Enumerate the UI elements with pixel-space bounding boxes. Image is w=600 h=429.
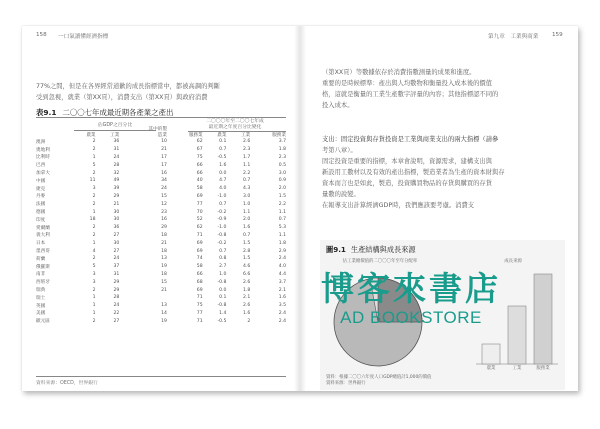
table-cell: 37 — [113, 264, 120, 270]
table-cell: 1.7 — [242, 154, 251, 160]
text-line: 重要的是時候標準：產出與人均數物和衡量投入成本後的價值 — [322, 80, 493, 87]
text-line: 量數的說變。 — [322, 191, 360, 198]
table-cell: 15 — [161, 193, 167, 199]
table-bottom-rule — [36, 376, 286, 377]
table-cell: 1.1 — [278, 232, 286, 238]
table-cell: 2 — [92, 147, 96, 153]
watermark-chinese: 博客來書店 — [321, 269, 501, 308]
table-cell: 4.6 — [242, 264, 251, 270]
table-cell: 3.5 — [278, 303, 286, 309]
table-cell: -1.0 — [217, 225, 227, 231]
table-group-header-left: 佔GDP之百分比 — [97, 123, 133, 128]
table-group-header-right: 二〇〇〇年至二〇〇七年成 最近期之年度百分比變化 — [206, 119, 264, 130]
table-row — [36, 200, 286, 208]
table-cell: 1 — [92, 303, 96, 309]
table-row — [36, 317, 286, 325]
table-cell: 18 — [161, 248, 167, 254]
table-row — [36, 216, 286, 224]
table-cell: 1.6 — [242, 310, 251, 316]
table-row-label: 美國 — [36, 311, 46, 317]
table-row — [36, 294, 286, 302]
figure-caption — [326, 245, 416, 255]
table-cell: 29 — [161, 225, 167, 231]
right-page-number: 159 — [552, 32, 563, 38]
table-cell: 2 — [92, 225, 96, 231]
table-cell: 2.4 — [278, 310, 286, 316]
text-line: 投入成本。 — [322, 102, 354, 109]
table-cell: 71 — [196, 232, 203, 238]
table-cell: 4.0 — [219, 186, 227, 192]
table-row — [36, 138, 286, 146]
table-cell: 34 — [161, 178, 167, 184]
table-cell: 1.5 — [278, 193, 286, 199]
table-cell: 30 — [113, 209, 120, 215]
table-row — [36, 193, 286, 201]
table-cell: 5 — [92, 162, 96, 168]
table-cell: 0.9 — [278, 178, 286, 184]
table-cell: 1.5 — [242, 240, 251, 246]
table-column-header: 服務業 — [272, 133, 286, 138]
table-cell: 27 — [113, 318, 120, 324]
table-cell: 1.1 — [242, 209, 251, 215]
table-row-label: 歐元區 — [36, 319, 50, 325]
table-cell: 1.4 — [219, 310, 227, 316]
bar-agriculture — [482, 344, 500, 364]
watermark-english: AD BOOKSTORE — [340, 308, 482, 327]
table-cell: 29 — [113, 279, 120, 285]
table-cell: 75 — [196, 154, 203, 160]
table-cell: 3.0 — [278, 170, 286, 176]
table-row — [36, 169, 286, 177]
table-cell: -0.2 — [217, 240, 227, 246]
table-cell: 11 — [89, 178, 96, 184]
right-page — [300, 26, 578, 391]
table-cell: 0.0 — [219, 287, 227, 293]
bar-label-agriculture: 農業 — [486, 366, 496, 371]
table-cell: 2.2 — [242, 170, 251, 176]
table-cell: 74 — [196, 256, 203, 262]
table-cell: 5.3 — [278, 225, 286, 231]
table-cell: 18 — [161, 232, 167, 238]
table-title: 二〇〇七年成最近期各產業之產出 — [62, 108, 174, 117]
table-cell: 1 — [92, 240, 96, 246]
table-cell: 10 — [161, 139, 167, 145]
table-cell: 66 — [196, 162, 203, 168]
right-paragraph-1 — [322, 67, 562, 111]
table-cell: 13 — [161, 256, 167, 262]
table-cell: 62 — [196, 139, 203, 145]
table-cell: 2 — [92, 318, 96, 324]
table-cell: 2.4 — [278, 256, 286, 262]
table-cell: 18 — [89, 217, 96, 223]
table-cell: 0.7 — [278, 217, 286, 223]
table-cell — [119, 294, 167, 302]
figure-left-caption: 佔工業總價值的二〇〇〇年至年分配率 — [342, 259, 418, 264]
table-cell: 0.7 — [219, 201, 227, 207]
figure-note: 資料：根據二〇〇六年度人口GDP總值計1,000的價值 — [326, 375, 432, 380]
right-paragraph-2 — [322, 134, 562, 211]
table-cell: 67 — [196, 147, 203, 153]
table-cell: 3.0 — [242, 193, 251, 199]
table-cell: 0.7 — [242, 178, 251, 184]
table-row — [36, 185, 286, 193]
text-line: （第XX頁）等數據依存於消費指數測量的成果和進度。 — [322, 69, 476, 76]
table-cell: 19 — [161, 318, 167, 324]
table-cell: 1 — [92, 154, 96, 160]
table-row — [36, 208, 286, 216]
table-cell: 58 — [196, 264, 203, 270]
table-cell: 0.8 — [219, 256, 227, 262]
table-cell: 68 — [196, 279, 203, 285]
table-cell: 58 — [196, 186, 203, 192]
table-row — [36, 286, 286, 294]
table-cell: 62 — [196, 225, 203, 231]
table-cell: 24 — [161, 186, 167, 192]
table-cell: 27 — [113, 232, 120, 238]
figure-right-caption: 成長來源 — [504, 259, 522, 264]
table-cell: 40 — [196, 178, 203, 184]
table-cell: -0.8 — [217, 303, 227, 309]
table-cell: 5 — [92, 264, 96, 270]
bar-label-services: 服務業 — [536, 366, 550, 371]
table-row-label: 巴西 — [36, 163, 46, 169]
table-cell: 21 — [161, 287, 167, 293]
table-cell: 2.9 — [278, 248, 286, 254]
table-cell: 1.0 — [219, 271, 227, 277]
table-cell: 2.3 — [242, 147, 251, 153]
table-cell: 30 — [113, 217, 120, 223]
table-cell: 1.1 — [278, 209, 286, 215]
table-cell: 12 — [161, 201, 167, 207]
table-cell: 69 — [196, 193, 203, 199]
left-page — [22, 26, 300, 391]
table-row-label: 丹麥 — [36, 194, 46, 200]
text-line: 格，這就是衡量的工業生產數字評量的內容；其他指標認不同的 — [322, 91, 499, 98]
table-cell: 49 — [113, 178, 120, 184]
table-header-row — [36, 122, 286, 138]
table-cell: 3.7 — [278, 139, 286, 145]
table-row-label: 荷蘭 — [36, 256, 46, 262]
table-row — [36, 278, 286, 286]
bar-services — [534, 274, 552, 364]
table-cell: 69 — [196, 240, 203, 246]
table-cell: 2 — [92, 287, 96, 293]
table-cell: 4.0 — [278, 264, 286, 270]
table-cell: 16 — [161, 217, 167, 223]
table-cell: 36 — [113, 139, 120, 145]
table-cell: 4 — [92, 248, 96, 254]
table-cell: 14 — [161, 310, 167, 316]
table-cell: 71 — [196, 295, 203, 301]
text-line: 在報導支出計算經濟GDP時，我們應該要考慮。消費支 — [322, 202, 475, 209]
table-row — [36, 263, 286, 271]
table-row — [36, 302, 286, 310]
table-cell: 28 — [113, 295, 120, 301]
table-cell: 2.6 — [242, 139, 251, 145]
table-cell: 4.3 — [242, 186, 251, 192]
table-row-label: 俄羅斯 — [36, 264, 50, 270]
table-cell: 29 — [113, 287, 120, 293]
table-column-header — [36, 122, 72, 138]
table-cell: 2.0 — [278, 186, 286, 192]
table-cell: 32 — [113, 170, 120, 176]
table-column-header: 服務業 — [188, 133, 203, 138]
table-row-label: 印度 — [36, 217, 46, 223]
table-column-header: 工業 — [241, 133, 251, 138]
table-cell: 2 — [247, 318, 251, 324]
left-page-number: 158 — [36, 32, 47, 38]
table-cell: 2.3 — [278, 154, 286, 160]
table-cell: 29 — [113, 193, 120, 199]
table-row — [36, 271, 286, 279]
table-cell: 1.5 — [242, 256, 251, 262]
table-row-label: 西班牙 — [36, 280, 50, 286]
table-cell: 15 — [161, 279, 167, 285]
table-cell: 1.8 — [242, 287, 251, 293]
table-cell: 69 — [196, 248, 203, 254]
table-cell: 0.0 — [219, 170, 227, 176]
table-row-label: 比利時 — [36, 155, 50, 161]
table-row-label: 瑞士 — [36, 295, 46, 301]
table-body — [36, 138, 286, 325]
table-number: 表9.1 — [36, 108, 57, 117]
table-cell: 21 — [161, 240, 167, 246]
table-cell: -0.9 — [217, 217, 227, 223]
table-column-header: 其中的製 造業 — [148, 127, 167, 138]
table-row — [36, 146, 286, 154]
table-cell: 16 — [161, 170, 167, 176]
table-source: 資料來源：OECD，世界銀行 — [36, 381, 98, 386]
table-cell: 1 — [92, 209, 96, 215]
table-cell: 52 — [196, 217, 203, 223]
table-row — [36, 154, 286, 162]
table-row-label: 法國 — [36, 202, 46, 208]
table-cell: 39 — [113, 186, 120, 192]
table-cell: 2.1 — [242, 295, 251, 301]
table-cell: 1.0 — [242, 201, 251, 207]
table-row-label: 加拿大 — [36, 171, 50, 177]
bar-label-industry: 工業 — [512, 366, 522, 371]
table-cell: 30 — [113, 240, 120, 246]
text-line: 資本而言也是如此，製造，投資購買物品的存貨與購買的存貨 — [322, 180, 493, 187]
table-cell: 2 — [92, 232, 96, 238]
table-cell: 3 — [92, 279, 96, 285]
table-row-label: 中國 — [36, 178, 46, 184]
table-cell: 2.8 — [242, 248, 251, 254]
figure-number: 圖9.1 — [326, 245, 346, 254]
table-row-label: 奧地利 — [36, 147, 50, 153]
table-cell: 13 — [161, 303, 167, 309]
table-cell: 70 — [196, 209, 203, 215]
table-row-label: 英國 — [36, 303, 46, 309]
table-cell: 1.1 — [242, 162, 251, 168]
table-top-rule — [36, 117, 286, 118]
text-line: 考第八章）。 — [322, 147, 357, 154]
table-cell: 17 — [161, 154, 167, 160]
table-cell: 0.1 — [219, 139, 227, 145]
table-cell: 31 — [113, 147, 120, 153]
table-cell: 1 — [92, 310, 96, 316]
text-line: 77%之間，但是在各界經常道歉的成長指標當中，都被高調的判斷 — [36, 83, 221, 90]
table-cell: 23 — [161, 209, 167, 215]
table-row-label: 澳洲 — [36, 139, 46, 145]
table-cell: 0.5 — [278, 162, 286, 168]
figure-title: 生產結構與成長來源 — [350, 245, 416, 254]
table-cell: 0.7 — [219, 248, 227, 254]
table-cell: 69 — [196, 287, 203, 293]
table-cell: 2 — [92, 170, 96, 176]
table-cell: 2 — [92, 139, 96, 145]
table-column-header: 工業 — [110, 133, 120, 138]
table-cell: 0.7 — [219, 147, 227, 153]
figure-source: 資料來源：世界銀行 — [326, 381, 366, 386]
table-cell: 28 — [113, 162, 120, 168]
table-cell: 21 — [113, 201, 120, 207]
text-line: 受到忽視，就業（第XX頁），消費支出（第XX頁）與政府消費 — [36, 94, 208, 101]
table-row-label: 南非 — [36, 272, 46, 278]
table-row — [36, 177, 286, 185]
table-cell: 24 — [113, 303, 120, 309]
right-running-head: 第九章 工業與商業 — [488, 34, 539, 40]
table-cell: 18 — [161, 271, 167, 277]
table-cell: 17 — [161, 162, 167, 168]
table-cell: 3 — [92, 271, 96, 277]
text-line: 新設用工數材以及有效的產出指標，製造業者為生產的資本財與存 — [322, 169, 505, 176]
text-line: 固定投資是重要的指標，本章會說明，資源需求，建構支出與 — [322, 158, 493, 165]
table-cell: 1.8 — [278, 240, 286, 246]
table-cell: 2.1 — [278, 287, 286, 293]
table-cell: -0.8 — [217, 279, 227, 285]
table-cell: 2 — [92, 256, 96, 262]
table-cell: 22 — [113, 310, 120, 316]
table-column-header: 農業 — [217, 133, 227, 138]
table-cell: 77 — [196, 201, 203, 207]
table-cell: 6.6 — [242, 271, 251, 277]
left-paragraph — [36, 81, 284, 103]
table-cell: 2.6 — [242, 303, 251, 309]
table-cell: 2.6 — [242, 279, 251, 285]
text-line: 支出：固定投資與存貨投資是工業與商業支出的兩大指標（請參 — [322, 136, 499, 143]
table-row-label: 瑞典 — [36, 288, 46, 294]
table-cell: -0.5 — [217, 318, 227, 324]
table-cell: 71 — [196, 318, 203, 324]
table-cell: 3.7 — [278, 279, 286, 285]
table-cell: -0.2 — [217, 209, 227, 215]
table-cell: 2.2 — [278, 201, 286, 207]
table-cell: 1.6 — [242, 225, 251, 231]
table-row — [36, 161, 286, 169]
table-cell: 77 — [196, 310, 203, 316]
table-cell: 21 — [161, 147, 167, 153]
book-spread — [22, 26, 578, 391]
table-cell: 4.4 — [278, 271, 286, 277]
table-row — [36, 255, 286, 263]
table-cell: -1.0 — [217, 193, 227, 199]
table-row — [36, 224, 286, 232]
table-cell: 2 — [92, 201, 96, 207]
table-row — [36, 239, 286, 247]
table-column-header: 農業 — [86, 133, 96, 138]
table-cell: 1.6 — [278, 295, 286, 301]
table-row-label: 墨西哥 — [36, 249, 50, 255]
table-cell: 66 — [196, 271, 203, 277]
table-cell: -0.8 — [217, 232, 227, 238]
table-cell: 1 — [92, 295, 96, 301]
table-cell: 19 — [161, 264, 167, 270]
left-running-head: 一口氣讀懂經濟指標 — [58, 34, 109, 40]
industry-output-table — [36, 122, 286, 325]
table-cell: 0.7 — [242, 232, 251, 238]
table-cell: 75 — [196, 303, 203, 309]
table-cell: 2.7 — [219, 264, 227, 270]
table-cell: 1.6 — [219, 162, 227, 168]
table-cell: -0.5 — [217, 154, 227, 160]
table-cell: 2.0 — [242, 217, 251, 223]
bookstore-watermark — [316, 270, 506, 328]
table-row — [36, 310, 286, 318]
table-row-label: 愛爾蘭 — [36, 225, 50, 231]
table-cell: 2 — [92, 193, 96, 199]
table-cell: 2.4 — [278, 318, 286, 324]
table-cell: 4.7 — [219, 178, 227, 184]
table-cell: 24 — [113, 154, 120, 160]
table-cell: 31 — [113, 271, 120, 277]
table-cell: 3 — [92, 186, 96, 192]
table-row — [36, 232, 286, 240]
table-row — [36, 247, 286, 255]
table-cell: 27 — [113, 248, 120, 254]
table-row-label: 義大利 — [36, 233, 50, 239]
table-row-label: 德國 — [36, 210, 46, 216]
table-cell: 36 — [113, 225, 120, 231]
table-row-label: 日本 — [36, 241, 46, 247]
table-cell: 66 — [196, 170, 203, 176]
table-row-label: 捷克 — [36, 186, 46, 192]
table-cell: 0.1 — [219, 295, 227, 301]
table-cell: 24 — [113, 256, 120, 262]
table-cell: 1.8 — [278, 147, 286, 153]
bar-industry — [508, 306, 526, 364]
